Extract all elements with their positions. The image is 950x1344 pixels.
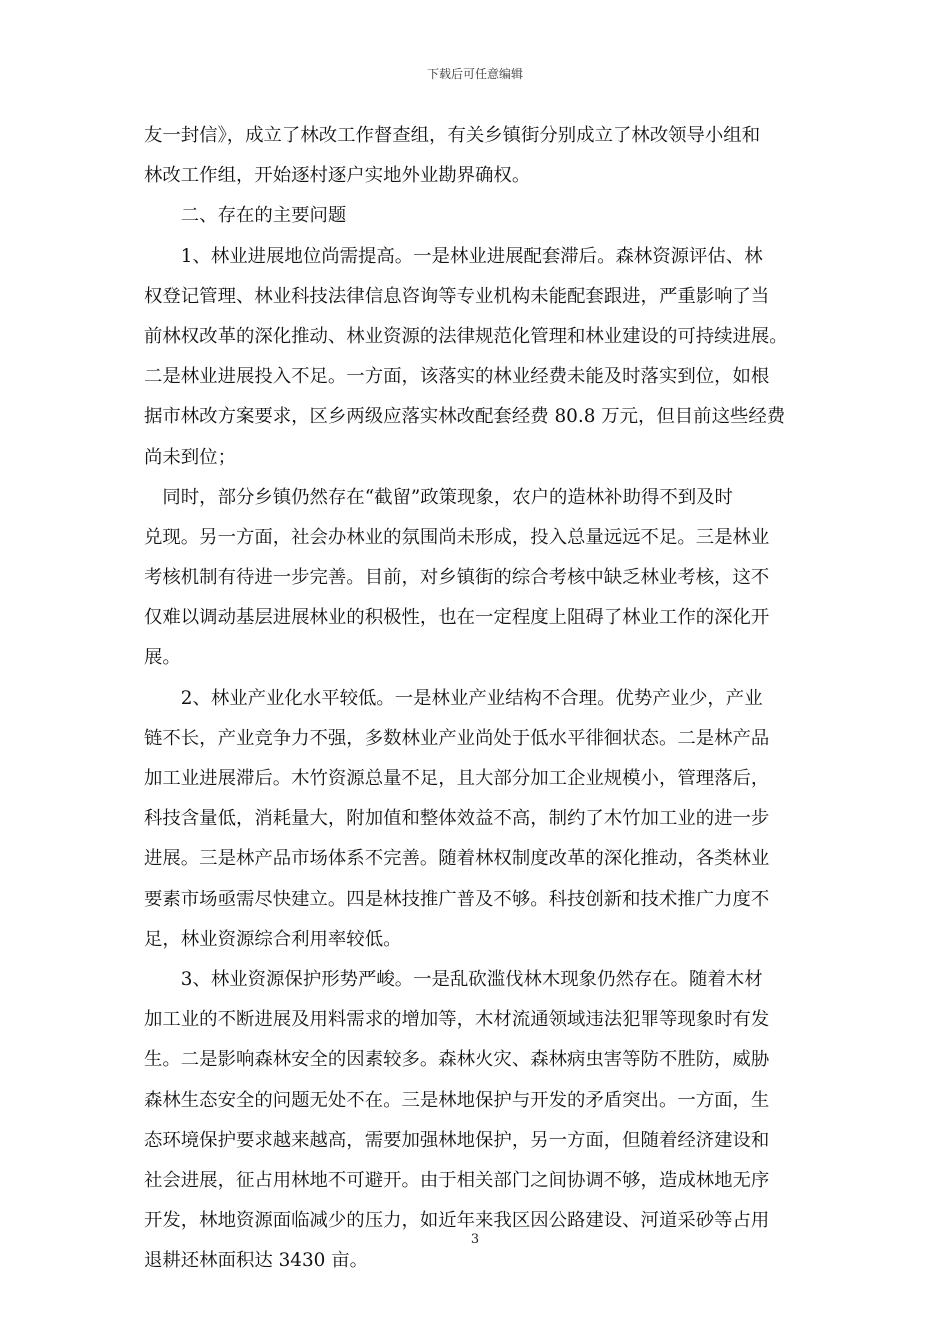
text-line: 同时，部分乡镇仍然存在“截留”政策现象，农户的造林补助得不到及时 bbox=[144, 486, 733, 508]
text-line: 加工业的不断进展及用料需求的增加等，木材流通领域违法犯罪等现象时有发 bbox=[144, 1009, 770, 1031]
text-line: 生。二是影响森林安全的因素较多。森林火灾、森林病虫害等防不胜防，威胁 bbox=[144, 1049, 770, 1071]
text-line: 友一封信》，成立了林改工作督查组，有关乡镇街分别成立了林改领导小组和 bbox=[144, 125, 761, 146]
text-line: 链不长，产业竞争力不强，多数林业产业尚处于低水平徘徊状态。二是林产品 bbox=[144, 727, 770, 749]
text-line: 社会进展，征占用林地不可避开。由于相关部门之间协调不够，造成林地无序 bbox=[144, 1169, 770, 1191]
page-number: 3 bbox=[470, 1232, 480, 1247]
text-line: 科技含量低，消耗量大，附加值和整体效益不高，制约了木竹加工业的进一步 bbox=[144, 808, 770, 830]
text-line: 展。 bbox=[144, 647, 181, 669]
text-line: 考核机制有待进一步完善。目前，对乡镇街的综合考核中缺乏林业考核，这不 bbox=[144, 567, 770, 589]
text-line: 二是林业进展投入不足。一方面，该落实的林业经费未能及时落实到位，如根 bbox=[144, 366, 770, 388]
text-line: 森林生态安全的问题无处不在。三是林地保护与开发的矛盾突出。一方面，生 bbox=[144, 1089, 770, 1111]
text-line: 1、林业进展地位尚需提高。一是林业进展配套滞后。森林资源评估、林 bbox=[144, 245, 763, 267]
text-line: 要素市场亟需尽快建立。四是林技推广普及不够。科技创新和技术推广力度不 bbox=[144, 888, 770, 910]
text-line: 进展。三是林产品市场体系不完善。随着林权制度改革的深化推动，各类林业 bbox=[144, 848, 770, 870]
text-line: 足，林业资源综合利用率较低。 bbox=[144, 928, 402, 950]
section-heading: 二、存在的主要问题 bbox=[144, 205, 347, 227]
text-line: 兑现。另一方面，社会办林业的氛围尚未形成，投入总量远远不足。三是林业 bbox=[144, 526, 770, 548]
text-line: 态环境保护要求越来越高，需要加强林地保护，另一方面，但随着经济建设和 bbox=[144, 1129, 770, 1151]
text-line: 3、林业资源保护形势严峻。一是乱砍滥伐林木现象仍然存在。随着木材 bbox=[144, 968, 763, 990]
text-line: 尚未到位； bbox=[144, 446, 236, 468]
text-line: 据市林改方案要求，区乡两级应落实林改配套经费 80.8 万元，但目前这些经费 bbox=[144, 406, 786, 428]
text-line: 林改工作组，开始逐村逐户实地外业勘界确权。 bbox=[144, 165, 531, 187]
text-line: 加工业进展滞后。木竹资源总量不足，且大部分加工企业规模小，管理落后， bbox=[144, 768, 770, 789]
text-line: 开发，林地资源面临减少的压力，如近年来我区因公路建设、河道采砂等占用 bbox=[144, 1210, 770, 1232]
text-line: 退耕还林面积达 3430 亩。 bbox=[144, 1250, 369, 1272]
text-line: 2、林业产业化水平较低。一是林业产业结构不合理。优势产业少，产业 bbox=[144, 687, 763, 709]
text-line: 仅难以调动基层进展林业的积极性，也在一定程度上阻碍了林业工作的深化开 bbox=[144, 607, 770, 629]
document-body bbox=[144, 116, 808, 1281]
text-line: 前林权改革的深化推动、林业资源的法律规范化管理和林业建设的可持续进展。 bbox=[144, 325, 788, 347]
text-line: 权登记管理、林业科技法律信息咨询等专业机构未能配套跟进，严重影响了当 bbox=[144, 285, 770, 307]
page-header: 下载后可任意编辑 bbox=[426, 67, 523, 81]
